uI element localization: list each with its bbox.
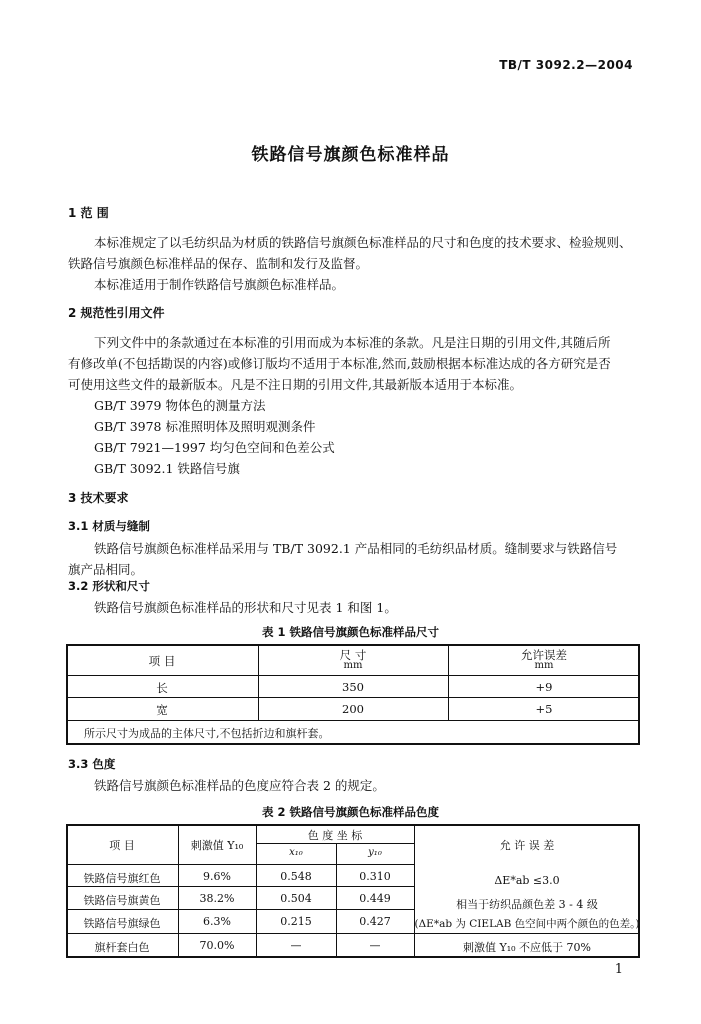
section-3-1-line-2: 旗产品相同。 <box>68 562 144 577</box>
page-number: 1 <box>614 962 623 977</box>
table-1 <box>66 644 640 744</box>
section-2-paragraph-line-1: 下列文件中的条款通过在本标准的引用而成为本标准的条款。凡是注日期的引用文件,其随后所 <box>94 335 611 350</box>
table-2-caption: 表 2 铁路信号旗颜色标准样品色度 <box>261 805 439 819</box>
table-2-tolerance-white: 刺激值 Y₁₀ 不应低于 70% <box>462 941 592 954</box>
section-3-2-text: 铁路信号旗颜色标准样品的形状和尺寸见表 1 和图 1。 <box>94 600 397 615</box>
table-row-item: 铁路信号旗黄色 <box>83 894 161 907</box>
section-3-1-line-1: 铁路信号旗颜色标准样品采用与 TB/T 3092.1 产品相同的毛纺织品材质。缝制要求与铁路信号 <box>94 541 618 556</box>
table-row-size: 200 <box>342 702 364 716</box>
table-2-header-tolerance: 允 许 误 差 <box>499 839 555 852</box>
table-rule <box>256 843 414 844</box>
table-border <box>66 644 640 646</box>
section-3-3-heading: 3.3 色度 <box>68 757 116 771</box>
section-3-1-heading: 3.1 材质与缝制 <box>68 519 150 533</box>
table-border <box>66 743 640 745</box>
table-2-tolerance-line-1: ΔE*ab ≤3.0 <box>494 874 560 887</box>
table-border <box>66 824 640 826</box>
table-rule <box>66 933 640 934</box>
table-row-yc10: 0.310 <box>359 870 391 883</box>
table-row-x10: 0.504 <box>280 892 312 905</box>
table-1-note: 所示尺寸为成品的主体尺寸,不包括折边和旗杆套。 <box>84 727 330 740</box>
table-row-item: 铁路信号旗绿色 <box>83 917 161 930</box>
section-3-2-heading: 3.2 形状和尺寸 <box>68 579 150 593</box>
table-row-item: 旗杆套白色 <box>94 941 150 954</box>
section-2-heading: 2 规范性引用文件 <box>68 306 165 320</box>
table-1-header-size-unit: mm <box>343 660 363 671</box>
table-rule <box>66 720 640 721</box>
table-row-item: 宽 <box>156 703 168 717</box>
section-2-paragraph-line-3: 可使用这些文件的最新版本。凡是不注日期的引用文件,其最新版本适用于本标准。 <box>68 377 522 392</box>
table-row-y10: 6.3% <box>203 915 231 928</box>
table-rule <box>66 864 414 865</box>
section-1-paragraph-2: 本标准适用于制作铁路信号旗颜色标准样品。 <box>94 277 345 292</box>
table-row-x10: — <box>290 939 302 952</box>
table-2-header-item: 项 目 <box>109 839 135 852</box>
table-2 <box>66 824 640 957</box>
table-1-header-tolerance: 允许误差 <box>521 648 567 662</box>
table-row-x10: 0.215 <box>280 915 312 928</box>
table-row-item: 铁路信号旗红色 <box>83 872 161 885</box>
section-1-paragraph-1-line-2: 铁路信号旗颜色标准样品的保存、监制和发行及监督。 <box>68 256 369 271</box>
table-row-yc10: 0.427 <box>359 915 391 928</box>
table-2-header-yc10: y₁₀ <box>368 847 382 858</box>
section-3-3-text: 铁路信号旗颜色标准样品的色度应符合表 2 的规定。 <box>94 778 385 793</box>
section-2-paragraph-line-2: 有修改单(不包括勘误的内容)或修订版均不适用于本标准,然而,鼓励根据本标准达成的各方研究是否 <box>68 356 611 371</box>
section-3-heading: 3 技术要求 <box>68 491 129 505</box>
section-1-paragraph-1-line-1: 本标准规定了以毛纺织品为材质的铁路信号旗颜色标准样品的尺寸和色度的技术要求、检验规则、 <box>94 235 632 250</box>
table-row-item: 长 <box>156 681 168 695</box>
table-row-tolerance: +5 <box>535 702 553 716</box>
table-2-tolerance-line-2: 相当于纺织品颜色差 3 - 4 级 <box>456 898 598 911</box>
table-row-size: 350 <box>342 680 364 694</box>
table-rule <box>66 886 414 887</box>
table-rule <box>66 697 640 698</box>
table-rule <box>66 675 640 676</box>
table-2-header-coordinates: 色 度 坐 标 <box>307 829 363 842</box>
table-row-yc10: — <box>369 939 381 952</box>
table-row-tolerance: +9 <box>535 680 553 694</box>
reference-item: GB/T 3979 物体色的测量方法 <box>94 398 266 413</box>
section-1-heading: 1 范 围 <box>68 206 109 220</box>
standard-code: TB/T 3092.2—2004 <box>499 58 633 72</box>
table-2-header-y10: 刺激值 Y₁₀ <box>190 839 244 852</box>
table-row-yc10: 0.449 <box>359 892 391 905</box>
reference-item: GB/T 3092.1 铁路信号旗 <box>94 461 240 476</box>
table-row-y10: 9.6% <box>203 870 231 883</box>
table-row-x10: 0.548 <box>280 870 312 883</box>
table-border <box>66 956 640 958</box>
table-1-header-size: 尺 寸 <box>339 648 367 662</box>
table-2-header-x10: x₁₀ <box>289 847 303 858</box>
table-1-header-item: 项 目 <box>148 654 176 668</box>
table-row-y10: 38.2% <box>199 892 235 905</box>
reference-item: GB/T 3978 标准照明体及照明观测条件 <box>94 419 316 434</box>
document-title: 铁路信号旗颜色标准样品 <box>251 145 450 165</box>
table-rule <box>66 909 414 910</box>
reference-item: GB/T 7921—1997 均匀色空间和色差公式 <box>94 440 335 455</box>
table-1-caption: 表 1 铁路信号旗颜色标准样品尺寸 <box>261 625 439 639</box>
table-1-header-tolerance-unit: mm <box>534 660 554 671</box>
table-row-y10: 70.0% <box>199 939 235 952</box>
table-2-tolerance-line-3: (ΔE*ab 为 CIELAB 色空间中两个颜色的色差。) <box>414 918 640 930</box>
